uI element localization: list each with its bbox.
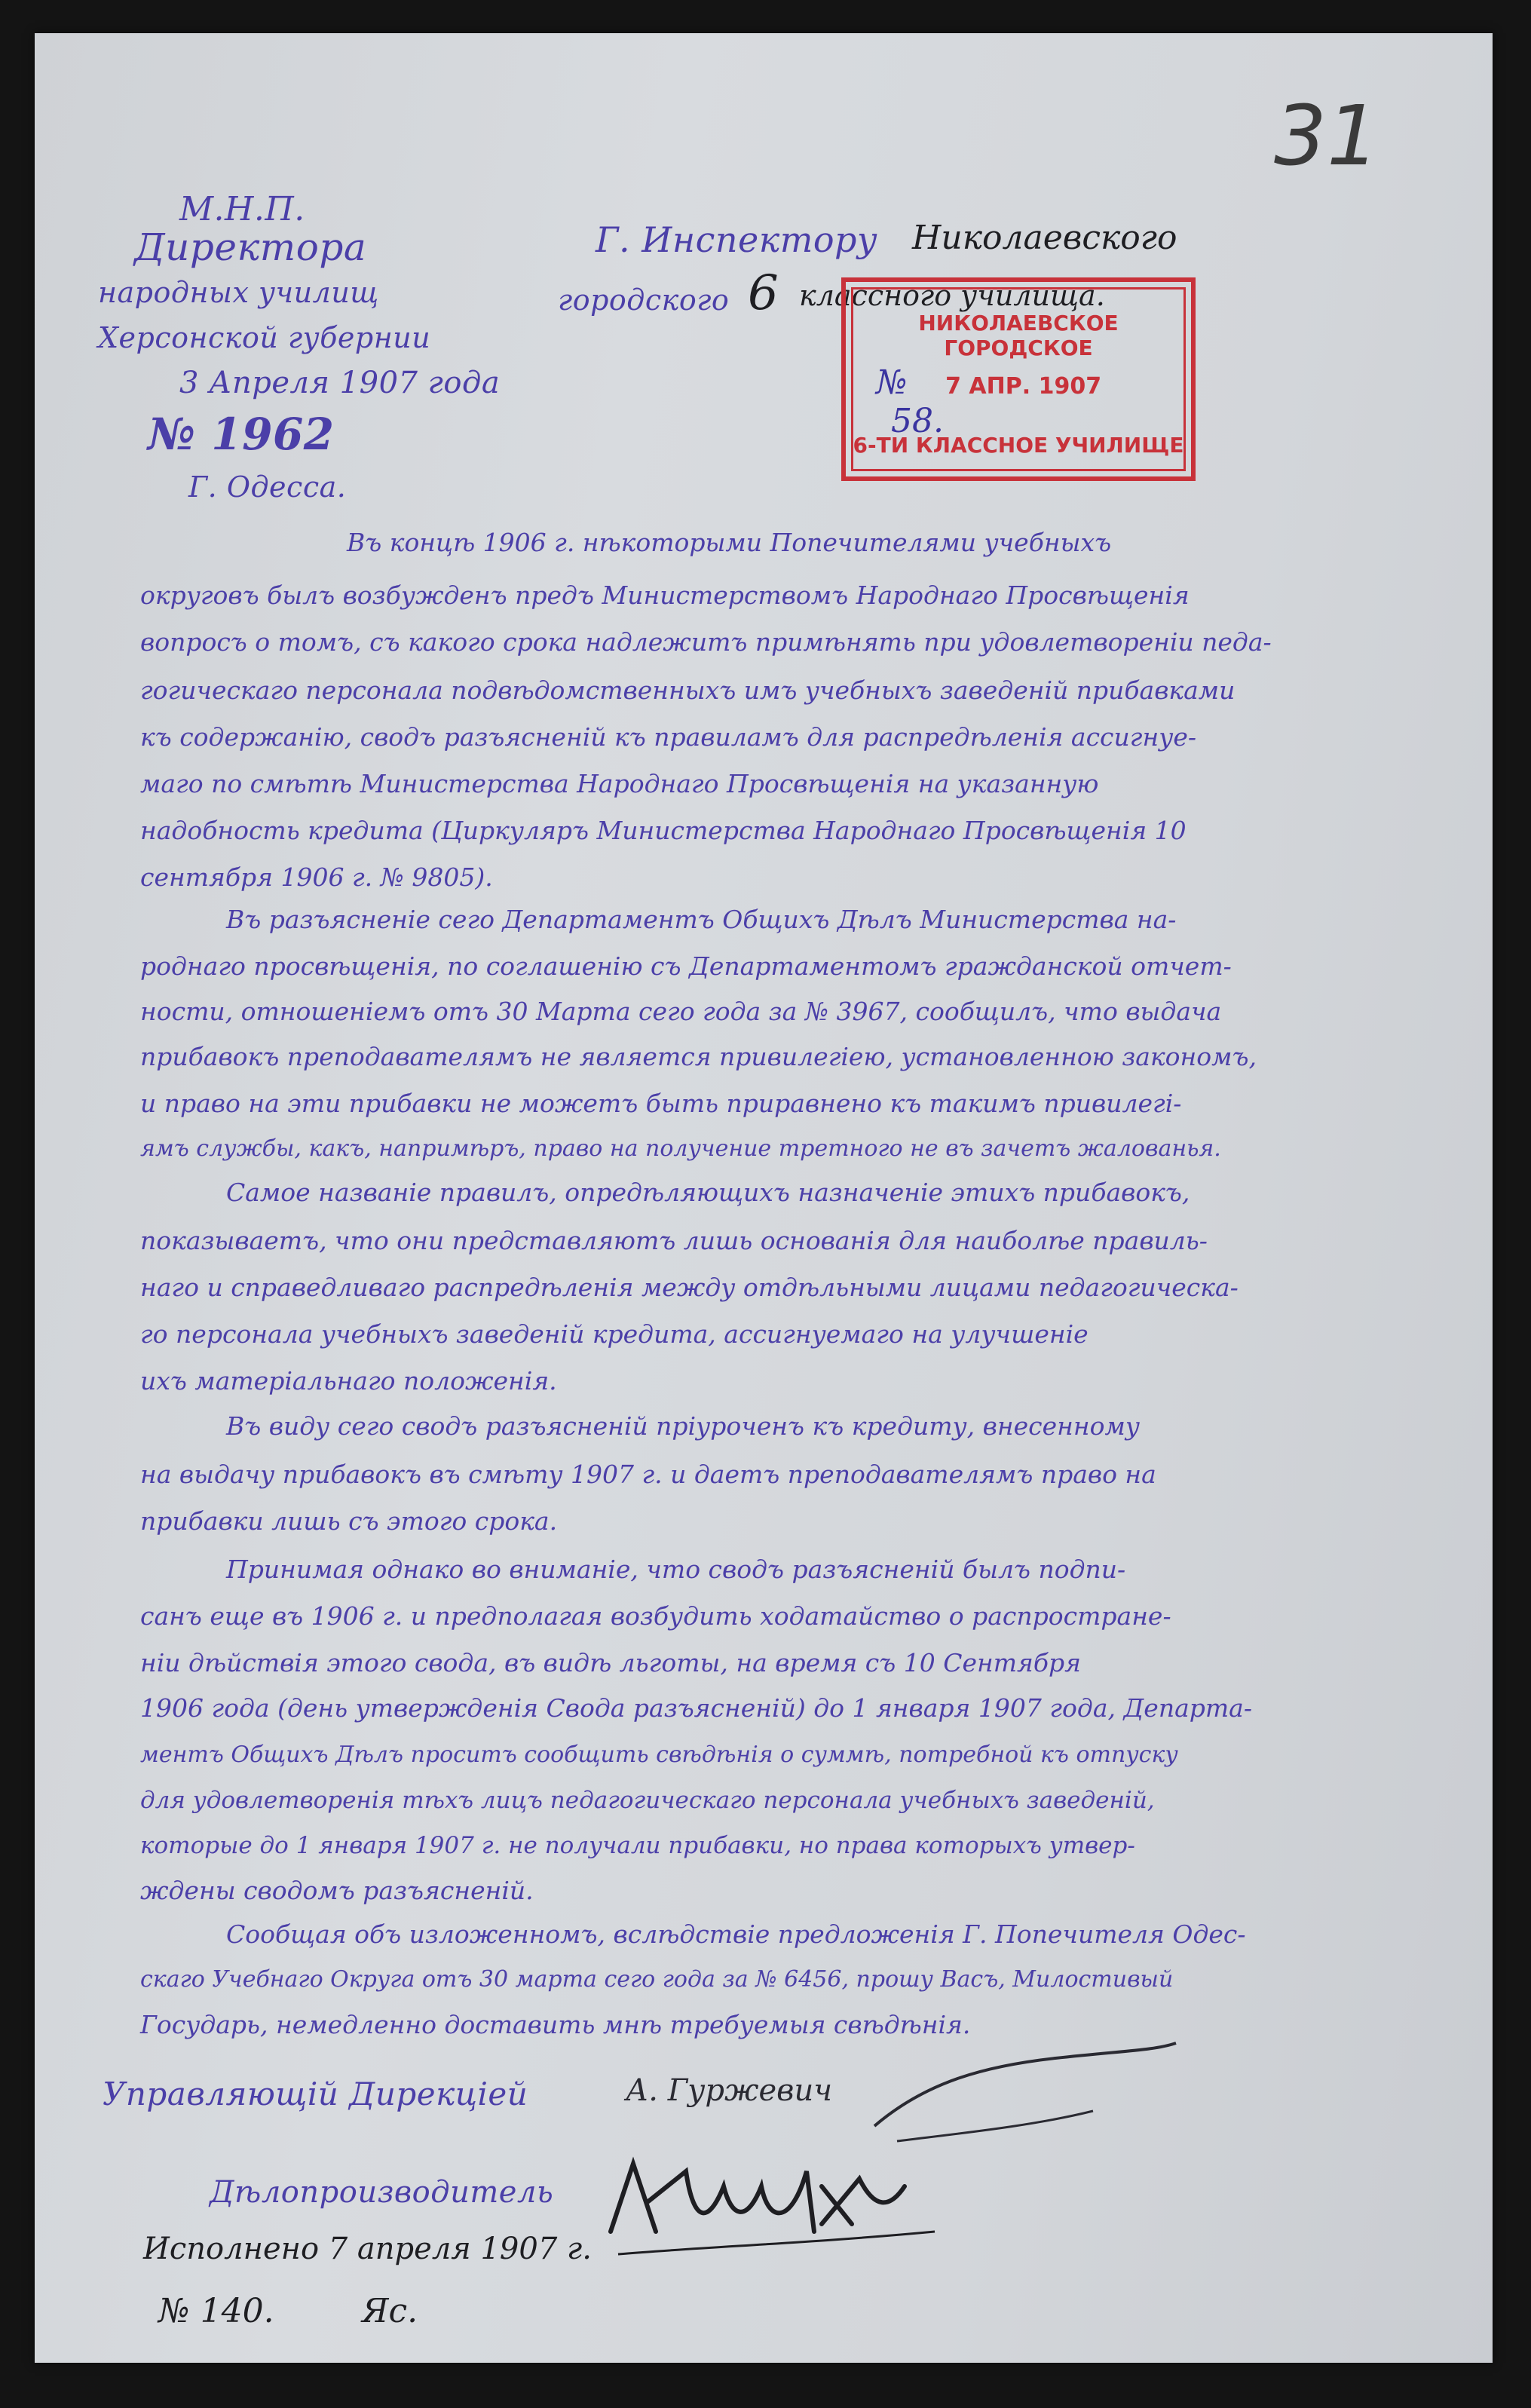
- sender-province: Херсонской губернии: [98, 321, 431, 354]
- execution-number: № 140.: [158, 2292, 274, 2330]
- addressee-town-handwritten: Николаевского: [912, 219, 1177, 257]
- body-line: Сообщая объ изложенномъ, вслѣдствіе предложенія Г. Попечителя Одес-: [226, 1919, 1246, 1949]
- body-line: ности, отношеніемъ отъ 30 Марта сего года за № 3967, сообщилъ, что выдача: [140, 997, 1222, 1026]
- body-line: го персонала учебныхъ заведеній кредита, ассигнуемаго на улучшеніе: [140, 1319, 1089, 1349]
- body-line: и право на эти прибавки не можетъ быть приравнено къ такимъ привилегі-: [140, 1089, 1182, 1118]
- sender-schools: народных училищ: [98, 276, 379, 309]
- body-line: роднаго просвѣщенія, по соглашенію съ Департаментомъ гражданской отчет-: [140, 951, 1232, 981]
- body-line: гогическаго персонала подвѣдомственныхъ имъ учебныхъ заведеній прибавками: [140, 676, 1236, 705]
- body-line: ментъ Общихъ Дѣлъ проситъ сообщить свѣдѣнія о суммѣ, потребной къ отпуску: [140, 1742, 1178, 1768]
- body-line: къ содержанію, сводъ разъясненій къ правиламъ для распредѣленія ассигнуе-: [140, 722, 1197, 752]
- sender-city: Г. Одесса.: [188, 470, 347, 504]
- body-line: маго по смѣтѣ Министерства Народнаго Просвѣщенія на указанную: [140, 769, 1099, 798]
- body-line: на выдачу прибавокъ въ смѣту 1907 г. и даетъ преподавателямъ право на: [140, 1460, 1156, 1489]
- page-number: 31: [1274, 87, 1379, 184]
- registration-stamp: [841, 277, 1196, 481]
- body-line: ніи дѣйствія этого свода, въ видѣ льготы, на время съ 10 Сентября: [140, 1648, 1082, 1677]
- stamp-middle: [876, 363, 1161, 440]
- body-line: вопросъ о томъ, съ какого срока надлежитъ примѣнять при удовлетвореніи педа-: [140, 627, 1272, 657]
- stamp-top-text: НИКОЛАЕВСКОЕ ГОРОДСКОЕ: [918, 311, 1119, 360]
- addressee-line2: городского: [558, 283, 730, 317]
- body-line: Въ виду сего сводъ разъясненій пріуроченъ къ кредиту, внесенному: [226, 1411, 1140, 1441]
- signature-name: А. Гуржевич: [626, 2073, 833, 2108]
- sender-title: Директора: [134, 225, 367, 269]
- body-line: Принимая однако во вниманіе, что сводъ разъясненій былъ подпи-: [226, 1555, 1126, 1584]
- body-line: наго и справедливаго распредѣленія между отдѣльными лицами педагогическа-: [140, 1273, 1239, 1302]
- body-line: ямъ службы, какъ, напримѣръ, право на получение третного не въ зачетъ жалованья.: [140, 1135, 1221, 1162]
- body-line: Государь, немедленно доставить мнѣ требуемыя свѣдѣнія.: [140, 2010, 971, 2039]
- stamp-bottom-text: 6-ТИ КЛАССНОЕ УЧИЛИЩЕ: [853, 433, 1184, 458]
- body-line: ихъ матеріальнаго положенія.: [140, 1366, 557, 1395]
- body-line: прибавки лишь съ этого срока.: [140, 1506, 558, 1536]
- signature-flourish: [867, 2036, 1183, 2156]
- body-line: показываетъ, что они представляютъ лишь основанія для наиболѣе правиль-: [140, 1226, 1208, 1255]
- body-line: надобность кредита (Циркуляръ Министерства Народнаго Просвѣщенія 10: [140, 816, 1187, 845]
- body-line: которые до 1 января 1907 г. не получали прибавки, но права которыхъ утвер-: [140, 1832, 1135, 1859]
- body-line: скаго Учебнаго Округа отъ 30 марта сего года за № 6456, прошу Васъ, Милостивый: [140, 1966, 1174, 1993]
- stamp-number-prefix: №: [876, 363, 908, 402]
- body-line: ждены сводомъ разъясненій.: [140, 1876, 534, 1905]
- stamp-number: 58.: [891, 402, 944, 440]
- sender-number: № 1962: [148, 409, 335, 460]
- body-line: сентября 1906 г. № 9805).: [140, 862, 493, 892]
- addressee-school: классного училища.: [799, 279, 1105, 312]
- execution-note: Исполнено 7 апреля 1907 г.: [143, 2232, 592, 2266]
- signature-title: Управляющій Дирекціей: [103, 2076, 528, 2112]
- stamp-date: 7 АПР. 1907: [945, 373, 1102, 400]
- body-line: санъ еще въ 1906 г. и предполагая возбудить ходатайство о распростране-: [140, 1601, 1171, 1631]
- execution-initials: Яс.: [362, 2292, 418, 2330]
- addressee-line1: Г. Инспектору: [596, 219, 878, 260]
- body-line: для удовлетворенія тѣхъ лицъ педагогическаго персонала учебныхъ заведеній,: [140, 1787, 1155, 1814]
- body-line: Въ разъясненіе сего Департаментъ Общихъ Дѣлъ Министерства на-: [226, 905, 1177, 934]
- body-line: Самое названіе правилъ, опредѣляющихъ назначеніе этихъ прибавокъ,: [226, 1178, 1190, 1207]
- body-line: прибавокъ преподавателямъ не является привилегіею, установленною закономъ,: [140, 1042, 1257, 1071]
- body-line: 1906 года (день утвержденія Свода разъясненій) до 1 января 1907 года, Департа-: [140, 1693, 1252, 1723]
- sender-ministry: М.Н.П.: [179, 190, 305, 228]
- clerk-signature: [603, 2141, 950, 2269]
- addressee-class-number: 6: [748, 265, 779, 321]
- body-line: Въ концѣ 1906 г. нѣкоторыми Попечителями учебныхъ: [347, 528, 1112, 557]
- clerk-title: Дѣлопроизводитель: [210, 2175, 554, 2210]
- sender-date: 3 Апреля 1907 года: [179, 366, 501, 400]
- body-line: округовъ былъ возбужденъ предъ Министерствомъ Народнаго Просвѣщенія: [140, 581, 1190, 610]
